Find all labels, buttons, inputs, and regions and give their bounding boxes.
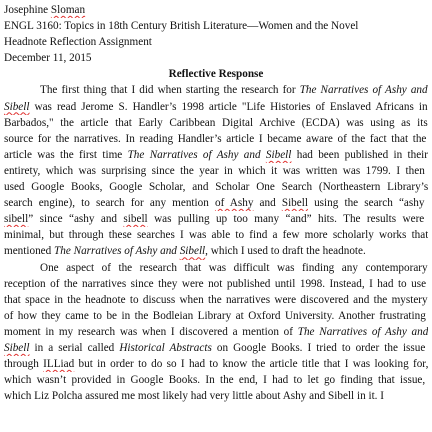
- text-line: [4, 82, 428, 98]
- paragraph: [4, 260, 428, 405]
- text-segment: Barbados," the article that Early Caribbean Digital Archive (ECDA) was using as its: [4, 116, 428, 129]
- text-segment: but in order to do so I had to know the article title that I was looking for,: [74, 358, 428, 371]
- text-segment: ” since “ashy and: [28, 213, 124, 226]
- text-line: [4, 308, 428, 324]
- text-segment: had been published in their: [291, 148, 428, 161]
- text-line: [4, 211, 428, 227]
- text-line: [4, 227, 428, 243]
- text-segment: through: [4, 358, 44, 371]
- text-segment: The Narratives of Ashy and: [127, 148, 266, 161]
- text-line: [4, 131, 428, 147]
- flagged-word: Sibell: [281, 197, 308, 210]
- author-name: [4, 2, 428, 18]
- text-segment: which wasn’t provided in Google Books. In the end, I had to let go finding that issue,: [4, 374, 426, 387]
- text-line: [4, 324, 428, 340]
- author-first: Josephine: [4, 4, 51, 16]
- text-line: [4, 292, 428, 308]
- text-line: [4, 99, 428, 115]
- text-segment: using the search “ashy: [307, 197, 425, 210]
- text-segment: search engine), to search for any mention: [4, 197, 215, 210]
- text-segment: The first thing that I did when starting the research for: [40, 84, 300, 97]
- text-line: [4, 388, 428, 404]
- text-segment: article was the first time: [4, 148, 128, 161]
- text-line: [4, 260, 428, 276]
- text-segment: Historical Abstracts: [119, 341, 212, 354]
- text-segment: in a serial called: [29, 341, 120, 354]
- text-segment: on Google Books. I tried to order the issue: [211, 341, 426, 354]
- flagged-word: sibell: [123, 213, 148, 226]
- section-title: Reflective Response: [168, 68, 264, 81]
- text-segment: , which I used to draft the headnote.: [205, 245, 366, 258]
- flagged-word: ILLiad: [43, 358, 75, 371]
- text-line: [4, 356, 428, 372]
- text-line: [4, 340, 428, 356]
- text-line: [4, 147, 428, 163]
- flagged-word: Sibell: [179, 245, 206, 258]
- text-segment: which Liz Polcha assured me most likely had very little about Ashy and Sibell in it. I: [4, 390, 384, 403]
- text-segment: mentioned: [4, 245, 55, 258]
- text-segment: entirety, which was surprising since the year in which it was written was 1799. I then: [4, 164, 425, 177]
- flagged-word: of Ashy: [214, 197, 254, 210]
- text-segment: used Google Books, Google Scholar, and Scholar One Search (Northeastern Library’s: [4, 181, 428, 194]
- text-line: [4, 115, 428, 131]
- text-line: [4, 372, 428, 388]
- text-segment: and: [253, 197, 282, 210]
- text-segment: that space in the headnote to discuss when the narratives were discovered and the mystery: [4, 293, 428, 306]
- text-segment: minimal, but through these searches I was able to find a few more scholarly works that: [4, 229, 428, 242]
- author-last: Sloman: [50, 4, 86, 16]
- paragraph: [4, 82, 428, 259]
- assignment-title: Headnote Reflection Assignment: [4, 36, 152, 49]
- document-date: December 11, 2015: [4, 52, 92, 65]
- text-line: [4, 243, 428, 259]
- course-title: ENGL 3160: Topics in 18th Century British Literature—Women and the Novel: [4, 20, 359, 33]
- text-segment: The Narratives of Ashy and: [54, 245, 180, 258]
- text-line: [4, 179, 428, 195]
- flagged-word: sibell: [4, 213, 29, 226]
- text-line: [4, 163, 428, 179]
- text-segment: The Narratives of Ashy and: [297, 325, 428, 338]
- text-segment: reception of the narratives since they were not published until 1998. Instead, I had to use: [4, 277, 427, 290]
- flagged-word: Sibell: [4, 341, 30, 354]
- text-segment: of how they came to be in the Bodleian Library at Oxford University. Another frustrating: [4, 309, 426, 322]
- text-line: [4, 195, 428, 211]
- flagged-word: Sibell: [4, 100, 30, 113]
- text-segment: One aspect of the research that was difficult was finding any contemporary: [40, 261, 428, 274]
- text-line: [4, 276, 428, 292]
- text-segment: The Narratives of Ashy and: [299, 84, 428, 97]
- text-segment: moment in my research was when I discovered a mention of: [4, 325, 298, 338]
- text-segment: was read Jerome S. Handler’s 1998 article "Life Histories of Enslaved Africans in: [29, 100, 428, 113]
- text-segment: was pulling up too many “and” hits. The results were: [147, 213, 425, 226]
- body-text: [4, 82, 428, 404]
- flagged-word: Sibell: [265, 148, 292, 161]
- text-segment: source for the narratives. In reading Handler’s article I became aware of the fact that the: [4, 132, 427, 145]
